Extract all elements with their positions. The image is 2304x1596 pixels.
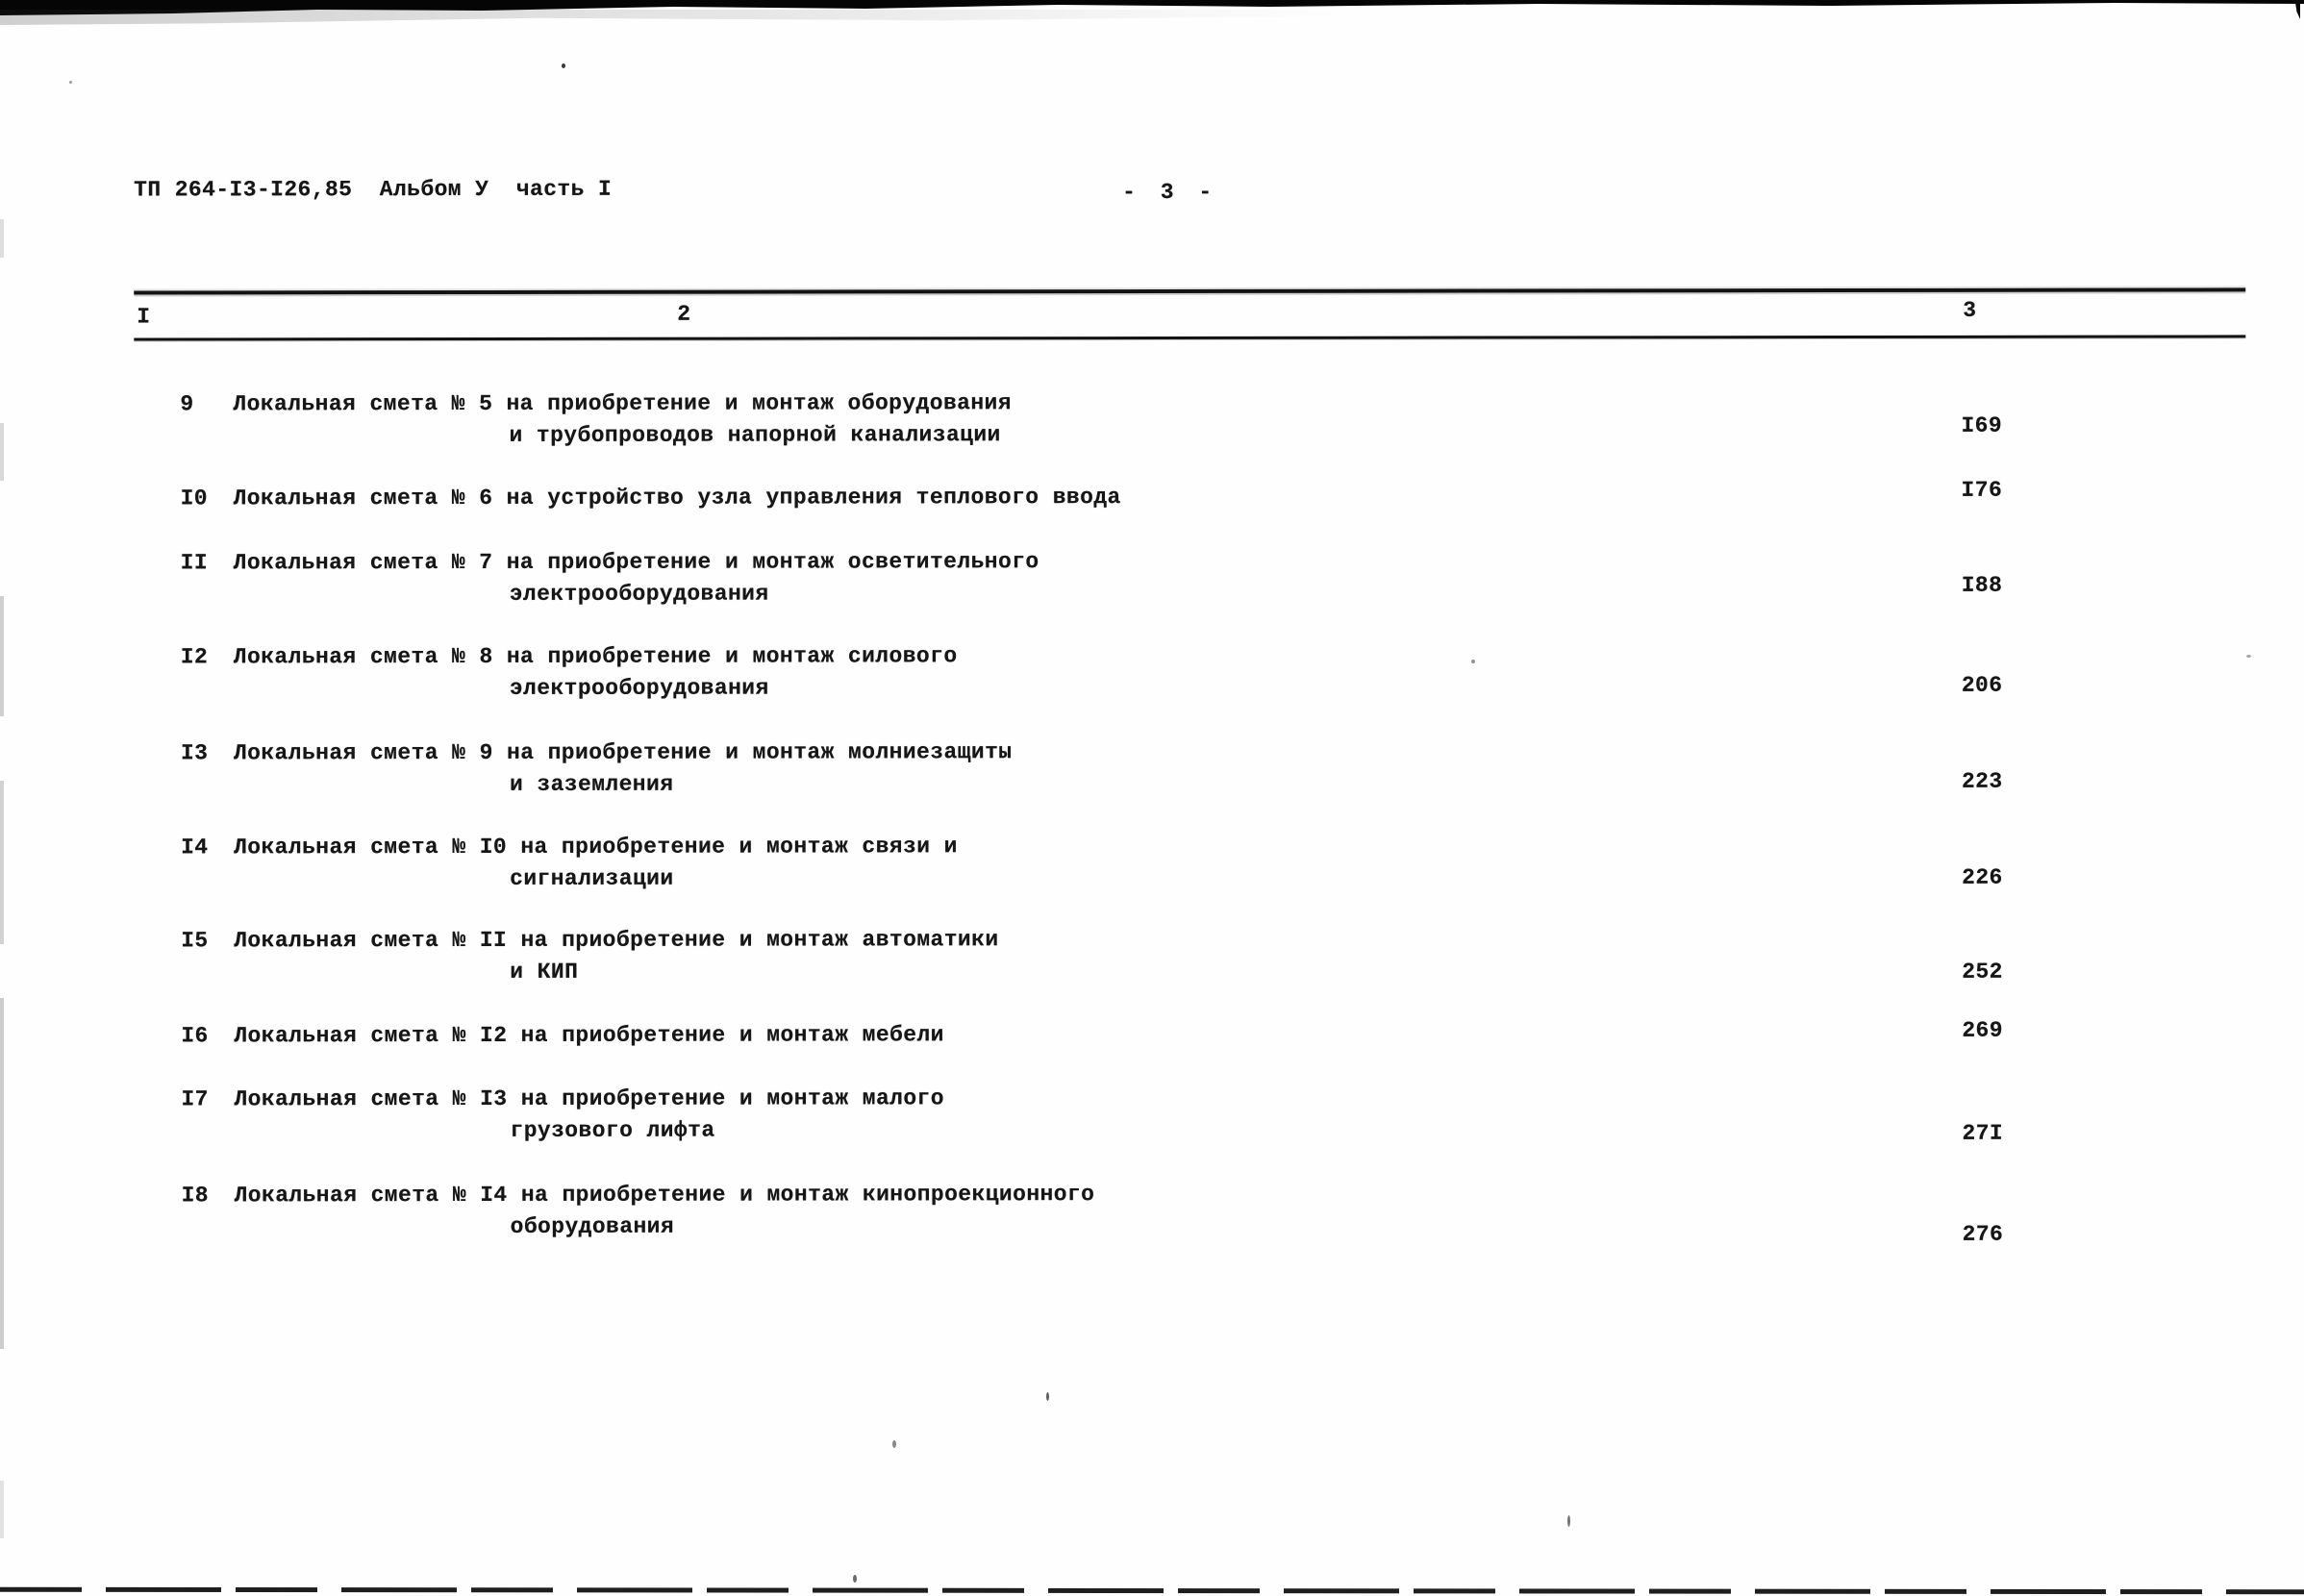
table-row: [1, 1179, 2304, 1249]
table-row: [0, 387, 2304, 458]
row-description-line1: Локальная смета № II на приобретение и монтаж автоматики: [234, 927, 999, 954]
column-header-1: I: [137, 304, 151, 330]
row-page-number: I76: [1961, 477, 2003, 503]
row-description-line1: Локальная смета № I2 на приобретение и монтаж мебели: [234, 1022, 944, 1049]
row-description-line1: Локальная смета № I4 на приобретение и монтаж кинопроекционного: [234, 1182, 1095, 1209]
row-description-line1: Локальная смета № 9 на приобретение и монтаж молниезащиты: [233, 739, 1013, 766]
table-row: [0, 924, 2304, 994]
row-number: I0: [180, 486, 208, 511]
table-row: [0, 640, 2304, 711]
row-description-line2: электрооборудования: [509, 581, 769, 607]
row-number: 9: [180, 391, 194, 417]
row-number: I5: [181, 928, 209, 954]
row-number: I6: [181, 1023, 209, 1049]
row-number: I4: [181, 835, 209, 860]
row-number: I3: [180, 740, 209, 766]
page-number: - 3 -: [1122, 179, 1218, 206]
row-page-number: 252: [1962, 959, 2003, 985]
row-description-line2: и КИП: [510, 959, 579, 985]
table-top-rule: [134, 287, 2245, 294]
row-description-line1: Локальная смета № 6 на устройство узла управления теплового ввода: [233, 485, 1121, 511]
row-number: I7: [181, 1086, 209, 1112]
table-row: [0, 736, 2304, 807]
row-description-line1: Локальная смета № 8 на приобретение и монтаж силового: [233, 643, 958, 670]
row-description-line2: электрооборудования: [509, 675, 769, 701]
row-number: I8: [181, 1183, 210, 1209]
row-page-number: 226: [1962, 864, 2003, 890]
table-header-rule: [134, 335, 2245, 340]
row-description-line1: Локальная смета № I3 на приобретение и монтаж малого: [234, 1085, 944, 1112]
row-description-line1: Локальная смета № 7 на приобретение и монтаж осветительного: [233, 549, 1039, 576]
row-page-number: 206: [1961, 672, 2003, 698]
table-row: [0, 546, 2304, 616]
row-page-number: I69: [1961, 412, 2003, 438]
column-header-2: 2: [677, 301, 691, 327]
table-row: [0, 831, 2304, 901]
row-description-line2: и заземления: [509, 771, 674, 797]
row-page-number: I88: [1961, 572, 2003, 598]
row-description-line1: Локальная смета № 5 на приобретение и монтаж оборудования: [233, 390, 1012, 417]
row-number: II: [180, 550, 209, 576]
table-row: [0, 1019, 2304, 1089]
row-page-number: 27I: [1962, 1120, 2004, 1146]
row-page-number: 223: [1961, 768, 2003, 794]
table-row: [0, 1083, 2304, 1153]
column-header-3: 3: [1963, 297, 1977, 323]
document-title: ТП 264-I3-I26,85 Альбом У часть I: [134, 176, 613, 203]
row-description-line2: оборудования: [510, 1213, 675, 1239]
row-description-line1: Локальная смета № I0 на приобретение и монтаж связи и: [234, 834, 958, 860]
row-page-number: 269: [1962, 1017, 2003, 1043]
row-number: I2: [180, 644, 209, 670]
row-description-line2: грузового лифта: [510, 1117, 715, 1143]
row-page-number: 276: [1962, 1221, 2004, 1247]
row-description-line2: сигнализации: [510, 865, 674, 891]
row-description-line2: и трубопроводов напорной канализации: [509, 422, 1001, 448]
table-row: [0, 477, 2304, 552]
